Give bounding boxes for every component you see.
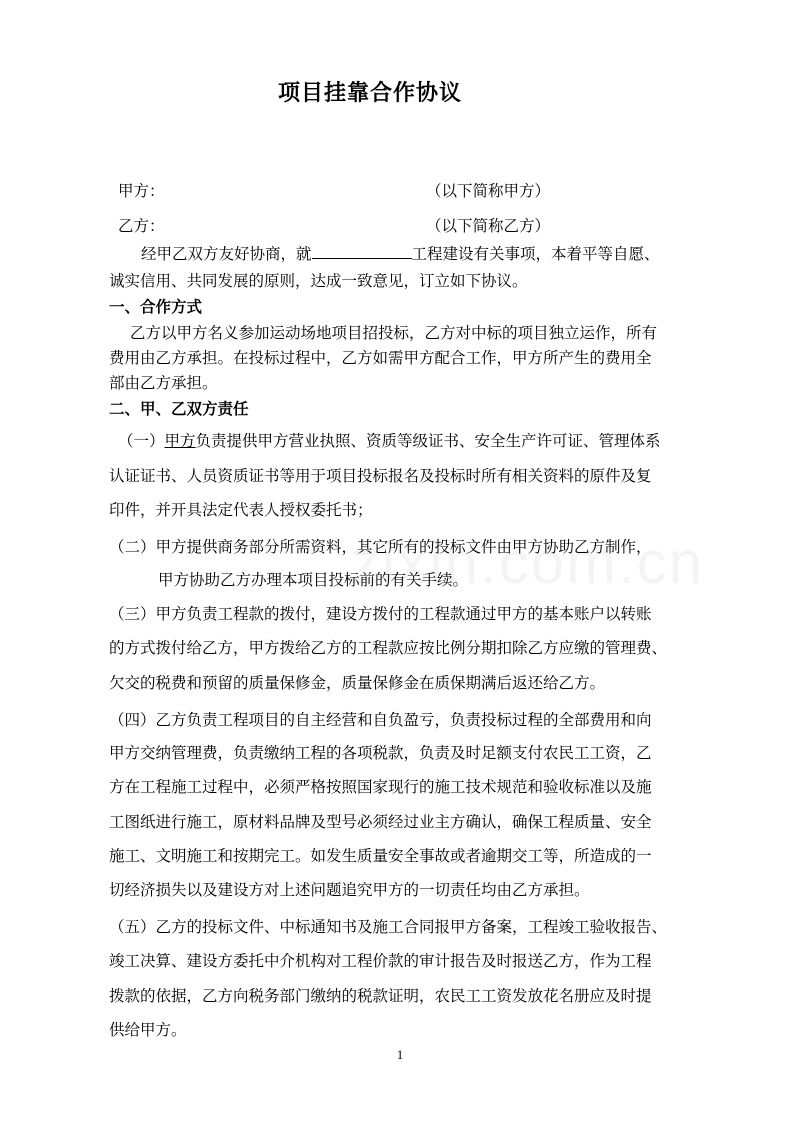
item4-line: （四）乙方负责工程项目的自主经营和自负盈亏，负责投标过程的全部费用和向	[109, 711, 652, 729]
party-b-note: （以下简称乙方）	[426, 217, 551, 235]
item3-line: 欠交的税费和预留的质量保修金，质量保修金在质保期满后返还给乙方。	[109, 674, 606, 692]
section1-heading: 一、合作方式	[109, 298, 203, 316]
party-a-note: （以下简称甲方）	[426, 182, 551, 200]
item4-line: 甲方交纳管理费，负责缴纳工程的各项税款，负责及时足额支付农民工工资，乙	[109, 744, 652, 762]
item1-underlined-party: 甲方	[164, 432, 196, 450]
section1-line: 部由乙方承担。	[109, 374, 218, 392]
item3-line: 的方式拨付给乙方，甲方拨给乙方的工程款应按比例分期扣除乙方应缴的管理费、	[109, 639, 668, 657]
item1-prefix: （一）	[118, 432, 165, 450]
item1-line: 印件，并开具法定代表人授权委托书；	[109, 501, 373, 519]
item4-line: 切经济损失以及建设方对上述问题追究甲方的一切责任均由乙方承担。	[109, 881, 590, 899]
item4-line: 施工、文明施工和按期完工。如发生质量安全事故或者逾期交工等，所造成的一	[109, 847, 652, 865]
item1-rest: 负责提供甲方营业执照、资质等级证书、安全生产许可证、管理体系	[195, 432, 661, 450]
item5-line: 竣工决算、建设方委托中介机构对工程价款的审计报告及时报送乙方，作为工程	[109, 952, 652, 970]
intro-after-blank: 工程建设有关事项，本着平等自愿、	[411, 245, 660, 263]
item2-line: （二）甲方提供商务部分所需资料，其它所有的投标文件由甲方协助乙方制作，	[109, 538, 652, 556]
item3-line: （三）甲方负责工程款的拨付，建设方拨付的工程款通过甲方的基本账户以转账	[109, 605, 652, 623]
intro-line-2: 诚实信用、共同发展的原则，达成一致意见，订立如下协议。	[109, 272, 528, 290]
party-b-label: 乙方：	[118, 217, 165, 235]
intro-before-blank: 经甲乙双方友好协商，就	[141, 245, 312, 263]
item5-line: （五）乙方的投标文件、中标通知书及施工合同报甲方备案，工程竣工验收报告、	[109, 918, 668, 936]
item1-line-1	[118, 430, 661, 452]
item1-line: 认证证书、人员资质证书等用于项目投标报名及投标时所有相关资料的原件及复	[109, 467, 652, 485]
item5-line: 供给甲方。	[109, 1021, 187, 1039]
document-title: 项目挂靠合作协议	[277, 81, 462, 106]
page-number: 1	[396, 1047, 404, 1062]
section1-line: 乙方以甲方名义参加运动场地项目招投标，乙方对中标的项目独立运作，所有	[130, 324, 658, 342]
section1-line: 费用由乙方承担。在投标过程中，乙方如需甲方配合工作，甲方所产生的费用全	[109, 349, 652, 367]
item4-line: 工图纸进行施工，原材料品牌及型号必须经过业主方确认，确保工程质量、安全	[109, 813, 652, 831]
project-name-blank	[312, 244, 412, 259]
item5-line: 拨款的依据，乙方向税务部门缴纳的税款证明，农民工工资发放花名册应及时提	[109, 987, 652, 1005]
intro-line-1	[141, 243, 660, 265]
item2-line: 甲方协助乙方办理本项目投标前的有关手续。	[158, 571, 469, 589]
party-a-label: 甲方：	[118, 182, 165, 200]
section2-heading: 二、甲、乙双方责任	[109, 400, 249, 418]
item4-line: 方在工程施工过程中，必须严格按照国家现行的施工技术规范和验收标准以及施	[109, 778, 652, 796]
